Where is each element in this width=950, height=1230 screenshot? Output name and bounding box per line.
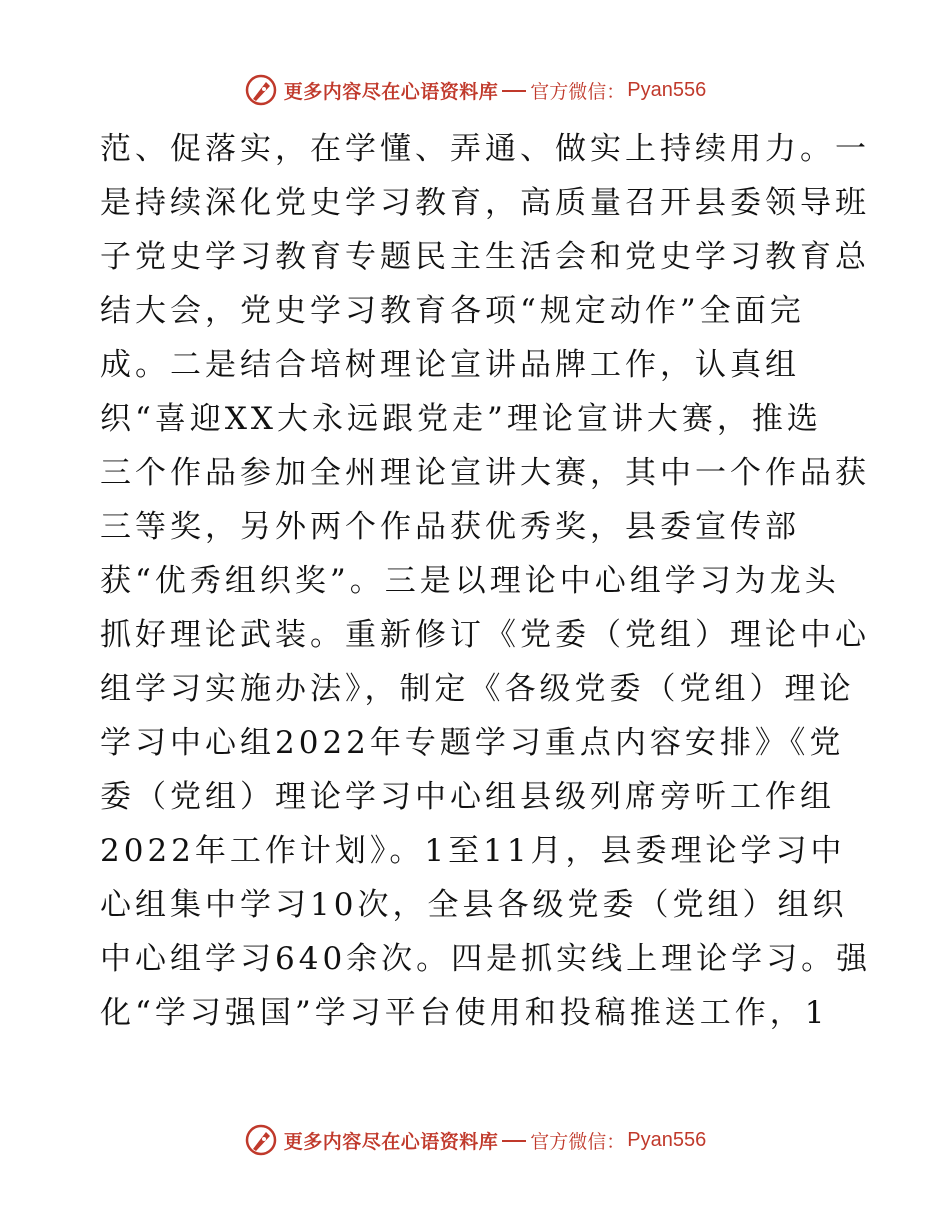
text-line: 子党史学习教育专题民主生活会和党史学习教育总 bbox=[100, 239, 870, 275]
header-banner-dash bbox=[502, 90, 526, 92]
text-line: 委（党组）理论学习中心组县级列席旁听工作组 bbox=[100, 779, 835, 815]
text-line: 织“喜迎XX大永远跟党走”理论宣讲大赛，推选 bbox=[100, 401, 822, 437]
header-banner bbox=[0, 70, 950, 110]
text-line: 抓好理论武装。重新修订《党委（党组）理论中心 bbox=[100, 617, 870, 653]
text-line: 学习中心组2022年专题学习重点内容安排》《党 bbox=[100, 725, 845, 761]
text-line: 组学习实施办法》，制定《各级党委（党组）理论 bbox=[100, 671, 855, 707]
text-line: 三等奖，另外两个作品获优秀奖，县委宣传部 bbox=[100, 509, 800, 545]
footer-banner-text: 更多内容尽在心语资料库 bbox=[283, 1130, 499, 1153]
text-line: 2022年工作计划》。1至11月，县委理论学习中 bbox=[100, 833, 846, 869]
document-body bbox=[100, 122, 872, 1040]
pen-nib-logo-icon bbox=[244, 73, 278, 107]
footer-banner-dash bbox=[502, 1140, 526, 1142]
text-line: 化“学习强国”学习平台使用和投稿推送工作，1 bbox=[100, 995, 829, 1031]
text-line: 获“优秀组织奖”。三是以理论中心组学习为龙头 bbox=[100, 563, 840, 599]
header-banner-id: Pyan556 bbox=[627, 78, 707, 101]
footer-banner-id: Pyan556 bbox=[627, 1128, 707, 1151]
text-line: 范、促落实，在学懂、弄通、做实上持续用力。一 bbox=[100, 131, 870, 167]
header-banner-official: 官方微信： bbox=[530, 80, 626, 103]
text-line: 三个作品参加全州理论宣讲大赛，其中一个作品获 bbox=[100, 455, 870, 491]
pen-nib-logo-icon bbox=[244, 1123, 278, 1157]
text-line: 成。二是结合培树理论宣讲品牌工作，认真组 bbox=[100, 347, 800, 383]
footer-banner-official: 官方微信： bbox=[530, 1130, 626, 1153]
text-line: 心组集中学习10次，全县各级党委（党组）组织 bbox=[100, 887, 848, 923]
footer-banner bbox=[0, 1120, 950, 1160]
text-line: 中心组学习640余次。四是抓实线上理论学习。强 bbox=[100, 941, 872, 977]
header-banner-text: 更多内容尽在心语资料库 bbox=[283, 80, 499, 103]
text-line: 结大会，党史学习教育各项“规定动作”全面完 bbox=[100, 293, 805, 329]
text-line: 是持续深化党史学习教育，高质量召开县委领导班 bbox=[100, 185, 870, 221]
